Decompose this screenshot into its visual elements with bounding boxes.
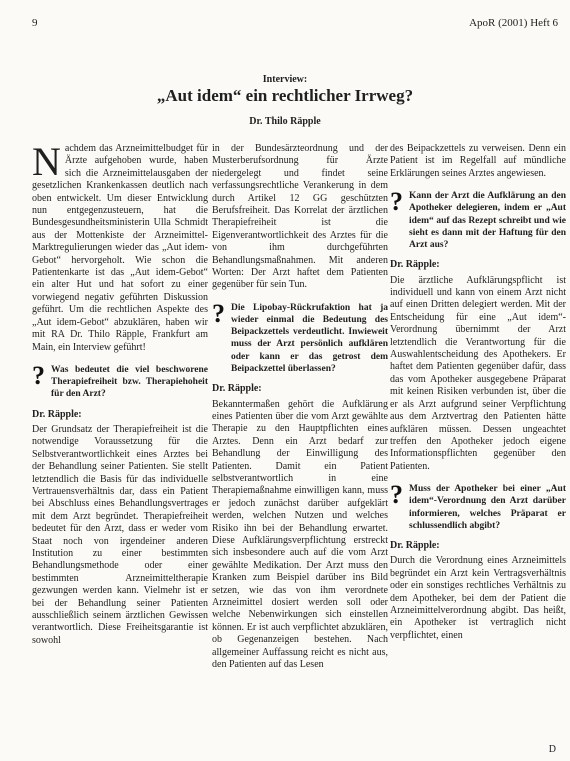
journal-reference: ApoR (2001) Heft 6	[469, 17, 558, 29]
speaker-label: Dr. Räpple:	[390, 259, 440, 271]
answer-paragraph: in der Bundesärzteordnung und der Musterberufsordnung für Ärzte niedergelegt und findet seine verfassungsrechtliche Verankerung in dem durch Artikel 12 GG geschützten Berufsfreiheit. Das Korrelat der ärztlichen Therapiefreiheit ist die Eigenverantwortlichkeit des Arztes für die von ihm durchgeführten Behandlungsmaßnahmen. Mit anderen Worten: Der Arzt haftet dem Patienten gegenüber für sein Tun.	[212, 143, 388, 291]
article-kicker: Interview:	[262, 74, 308, 85]
page-number: 9	[32, 17, 38, 29]
continuation-mark: D	[548, 744, 556, 755]
speaker-label: Dr. Räpple:	[32, 408, 82, 420]
drop-cap: N	[32, 143, 61, 184]
question-3	[390, 187, 566, 251]
intro-paragraph: Nachdem das Arzneimittelbudget für Ärzte aufgehoben wurde, haben sich die Arzneimittelausgaben der gesetzlichen Krankenkassen deutlich nach oben entwickelt. Um dieser Entwicklung nun entgegenzusteuern, hat die Bundesgesundheitsministerin Ulla Schmidt aus der Mottenkiste der Arzneimittel-Marktregulierungen wieder das „Aut idem-Gebot“ hervorgeholt. Wie schon die Patientenkarte ist das „Aut idem-Gebot“ ein alter Hut und hat sofort zu einer vorwiegend negativ geführten Diskussion geführt. Um die rechtlichen Aspekte des „Aut idem-Gebot“ abzuklären, haben wir mit RA Dr. Thilo Räpple, Frankfurt am Main, ein Interview geführt!	[32, 143, 208, 353]
question-2	[212, 298, 388, 375]
article-title: „Aut idem“ ein rechtlicher Irrweg?	[156, 86, 414, 105]
question-text: Die Lipobay-Rückrufaktion hat ja wieder einmal die Bedeutung des Beipackzettels verdeutlicht. Inwieweit muss der Arzt persönlich aufklären oder kann er das getrost dem Beipackzettel überlassen?	[231, 302, 388, 374]
answer-paragraph: Die ärztliche Aufklärungspflicht ist individuell und kann von einem Arzt nicht auf einen Dritten delegiert werden. Mit der Entscheidung für eine „Aut idem“-Verordnung übernimmt der Arzt letztendlich die Verantwortung für die Auswahlentscheidung des Apothekers. Er haftet dem Patienten gegenüber dafür, dass das vom Apotheker ausgegebene Präparat mit keinen Risiken verbunden ist, über die er als Arzt aufgrund seiner Verpflichtung aus dem Arztvertrag den Patienten hätte aufklären müssen. Dessen ungeachtet treffen den Apotheker jedoch eigene Informationspflichten gegenüber den Patienten.	[390, 274, 566, 472]
speaker-label: Dr. Räpple:	[212, 383, 262, 395]
question-mark-icon: ?	[32, 360, 45, 390]
question-4	[390, 480, 566, 532]
answer-paragraph: Bekanntermaßen gehört die Aufklärung eines Patienten über die vom Arzt gewählte Therapie zu den Hauptpflichten eines Arztes. Denn ein Arzt bedarf zur Behandlung der Einwilligung des Patienten. Damit ein Patient selbstverantwortlich in eine Therapiemaßnahme einwilligen kann, muss er jedoch zunächst darüber aufgeklärt werden, welchen Nutzen und welches Risiko ihn bei der Behandlung erwartet. Diese Aufklärungsverpflichtung erstreckt sich insbesondere auch auf die vom Arzt gewählte Medikation. Der Arzt muss den Kranken zum Beispiel darüber ins Bild setzen, wie das von ihm verordnete Arzneimittel dosiert werden soll oder welche Nebenwirkungen sich einstellen können. Er ist auch verpflichtet abzuklären, ob Gegenanzeigen bestehen. Nach allgemeiner Auffassung reicht es nicht aus, den Patienten auf das Lesen	[212, 398, 388, 671]
question-mark-icon: ?	[390, 480, 403, 510]
question-text: Muss der Apotheker bei einer „Aut idem“-Verordnung den Arzt darüber informieren, welches Präparat er schlussendlich abgibt?	[409, 484, 566, 531]
column-1	[32, 143, 208, 755]
article-author: Dr. Thilo Räpple	[249, 116, 321, 127]
speaker-label: Dr. Räpple:	[390, 539, 440, 551]
column-2	[212, 143, 388, 755]
answer-paragraph: Der Grundsatz der Therapiefreiheit ist die notwendige Voraussetzung für die Selbstverantwortlichkeit eines Arztes bei der Behandlung seiner Patienten. Sie stellt letztendlich die Basis für das individuelle Vertrauensverhältnis dar, dass ein Patient bei Abschluss eines Behandlungsvertrages mit dem Arzt begründet. Therapiefreiheit bedeutet für den Arzt, dass er weder vom Staat noch von irgendeiner anderen Institution zu einer bestimmten Behandlungsmethode oder einer bestimmten Arzneimitteltherapie gezwungen werden kann. Vielmehr ist er bei der Behandlung seiner Patienten ausschließlich seinem ärztlichen Gewissen verantwortlich. Diese Freiheitsgarantie ist sowohl	[32, 423, 208, 646]
question-1	[32, 360, 208, 401]
question-mark-icon: ?	[390, 187, 403, 217]
question-mark-icon: ?	[212, 298, 225, 328]
question-text: Was bedeutet die viel beschworene Therapiefreiheit bzw. Therapiehoheit für den Arzt?	[51, 364, 208, 400]
question-text: Kann der Arzt die Aufklärung an den Apotheker delegieren, indem er „Aut idem“ auf das Rezept schreibt und wie sieht es dann mit der Haftung für den Arzt aus?	[409, 191, 566, 251]
answer-paragraph: des Beipackzettels zu verweisen. Denn ein Patient ist im Regelfall auf mündliche Erklärungen seines Arztes angewiesen.	[390, 143, 566, 179]
column-3	[390, 143, 566, 755]
answer-paragraph: Durch die Verordnung eines Arzneimittels begründet ein Arzt kein Vertragsverhältnis oder ein sonstiges rechtliches Verhältnis zu dem Apotheker, bei dem der Patient die Arzneimittelverordnung abgibt. Das heißt, ein Apotheker ist vertraglich nicht verpflichtet, einen	[390, 555, 566, 641]
